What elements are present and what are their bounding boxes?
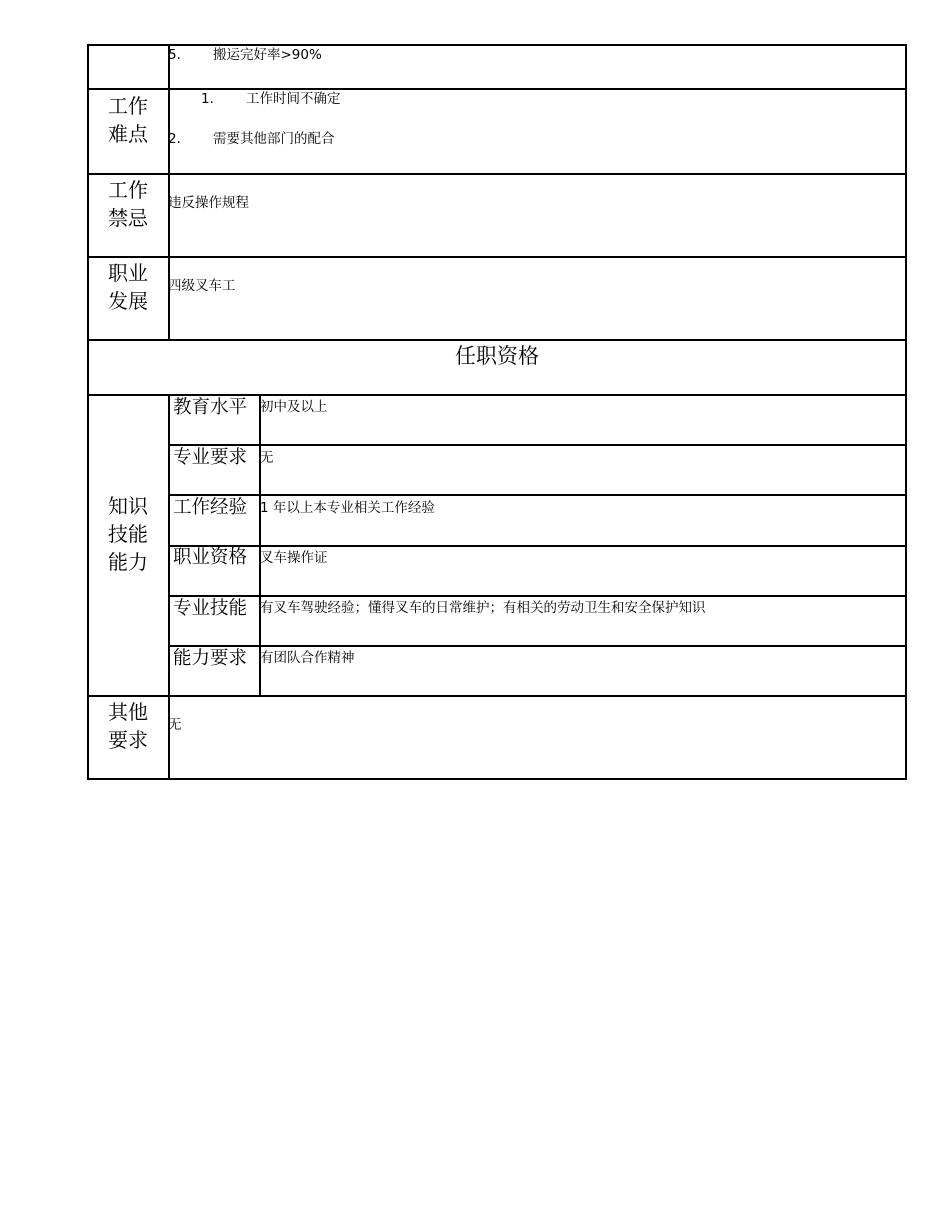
list-item-text: 工作时间不确定 <box>246 91 341 107</box>
column-divider <box>168 44 170 340</box>
other-label: 其他 要求 <box>108 700 148 752</box>
ability-value: 有团队合作精神 <box>260 650 355 666</box>
other-value: 无 <box>168 717 182 733</box>
sub-row-divider <box>168 545 907 547</box>
certification-label: 职业资格 <box>172 547 247 568</box>
list-item-number: 2. <box>168 131 181 147</box>
education-value: 初中及以上 <box>260 399 328 415</box>
list-item-number: 5. <box>168 47 181 63</box>
education-label: 教育水平 <box>172 397 247 418</box>
row-divider <box>88 339 907 341</box>
table-border-right <box>905 44 907 780</box>
row-divider <box>88 394 907 396</box>
sub-row-divider <box>168 444 907 446</box>
list-item-number: 1. <box>201 91 214 107</box>
experience-value: 1 年以上本专业相关工作经验 <box>260 500 435 516</box>
section-title: 任职资格 <box>455 344 539 368</box>
difficulties-label: 工作 难点 <box>108 94 148 146</box>
experience-label: 工作经验 <box>172 497 247 518</box>
row-divider <box>88 256 907 258</box>
knowledge-label: 知识 技能 能力 <box>108 494 148 574</box>
taboos-value: 违反操作规程 <box>168 195 249 211</box>
career-value: 四级叉车工 <box>168 278 236 294</box>
table-border-bottom <box>88 778 907 780</box>
certification-value: 叉车操作证 <box>260 550 328 566</box>
sub-row-divider <box>168 595 907 597</box>
list-item-text: 需要其他部门的配合 <box>213 131 335 147</box>
list-item-text: 搬运完好率>90% <box>213 47 322 63</box>
skills-label: 专业技能 <box>172 598 247 619</box>
ability-label: 能力要求 <box>172 648 247 669</box>
sub-row-divider <box>168 645 907 647</box>
row-divider <box>88 173 907 175</box>
skills-value: 有叉车驾驶经验；懂得叉车的日常维护；有相关的劳动卫生和安全保护知识 <box>260 600 706 616</box>
sub-row-divider <box>168 494 907 496</box>
row-divider <box>88 88 907 90</box>
career-label: 职业 发展 <box>108 261 148 313</box>
taboos-label: 工作 禁忌 <box>108 178 148 230</box>
row-divider <box>88 695 907 697</box>
major-label: 专业要求 <box>172 447 247 468</box>
table-border-top <box>88 44 907 46</box>
table-border-left <box>87 44 89 780</box>
major-value: 无 <box>260 450 274 466</box>
